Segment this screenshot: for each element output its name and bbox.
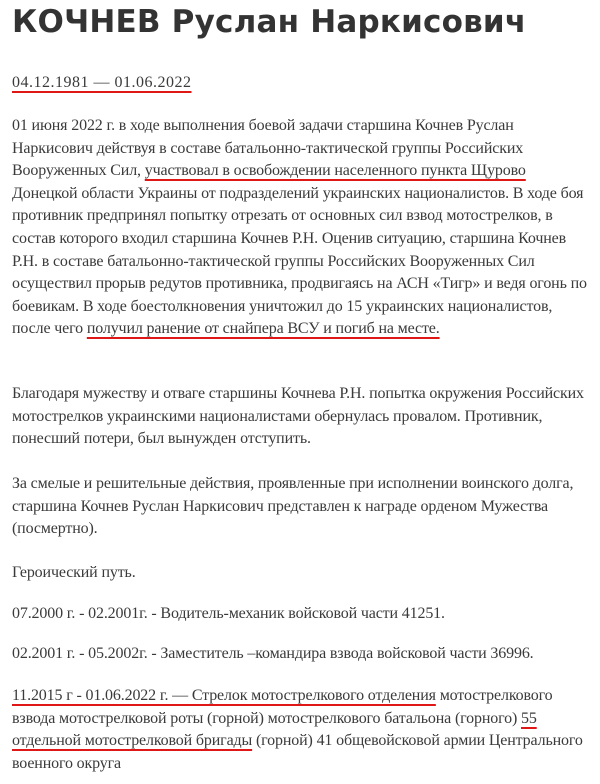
life-dates-text: 04.12.1981 — 01.06.2022 [12,74,192,91]
underlined-liberation: участвовал в освобождении населенного пункта Щурово [144,162,526,180]
page-title: КОЧНЕВ Руслан Наркисович [12,4,527,40]
text-segment: Донецкой области Украины от подразделений украинских националистов. В ходе боя противник предпринял попытку отрезать от основных сил взвод мотострелков, в состав которого входил старшина Кочнев Р.Н. Оценив ситуацию, старшина Кочнев Р.Н. в составе батальонно-тактической группы Российских Вооруженных Сил осуществил прорыв редутов противника, продвигаясь на АСН «Тигр» и ведя огонь по боевикам. В ходе боестолкновения уничтожил до 15 украинских националистов, после чего [12,184,587,338]
service-entry-1: 07.2000 г. - 02.2001г. - Водитель-механик войсковой части 41251. [12,605,445,622]
heroic-path-heading: Героический путь. [12,564,136,581]
text-segment: (горной) 41 общевойсковой армии Центрального военного округа [12,732,583,772]
text-segment: мотострелкового взвода мотострелковой роты (горной) мотострелкового батальона (горного) [12,687,553,727]
text-segment: 01 июня 2022 г. в ходе выполнения боевой задачи старшина Кочнев Руслан Наркисович действуя в составе батальонно-тактической группы Российских Вооруженных Сил, [12,117,524,180]
paragraph-award: За смелые и решительные действия, проявленные при исполнении воинского долга, старшина Кочнев Руслан Наркисович представлен к награде орденом Мужества (посмертно). [12,475,574,538]
underlined-death: получил ранение от снайпера ВСУ и погиб на месте. [86,320,440,338]
paragraph-outcome: Благодаря мужеству и отваге старшины Кочнева Р.Н. попытка окружения Российских мотострелков украинскими националистами обернулась провалом. Противник, понесший потери, был вынужден отступить. [12,385,584,448]
underlined-brigade: 55 отдельной мотострелковой бригады [12,709,537,750]
life-dates [12,72,592,95]
service-entry-3 [12,685,592,775]
service-entry-2: 02.2001 г. - 05.2002г. - Заместитель –командира взвода войсковой части 36996. [12,645,534,662]
paragraph-battle [12,115,592,341]
underlined-position: 11.2015 г - 01.06.2022 г. — Стрелок мотострелкового отделения [12,687,436,704]
